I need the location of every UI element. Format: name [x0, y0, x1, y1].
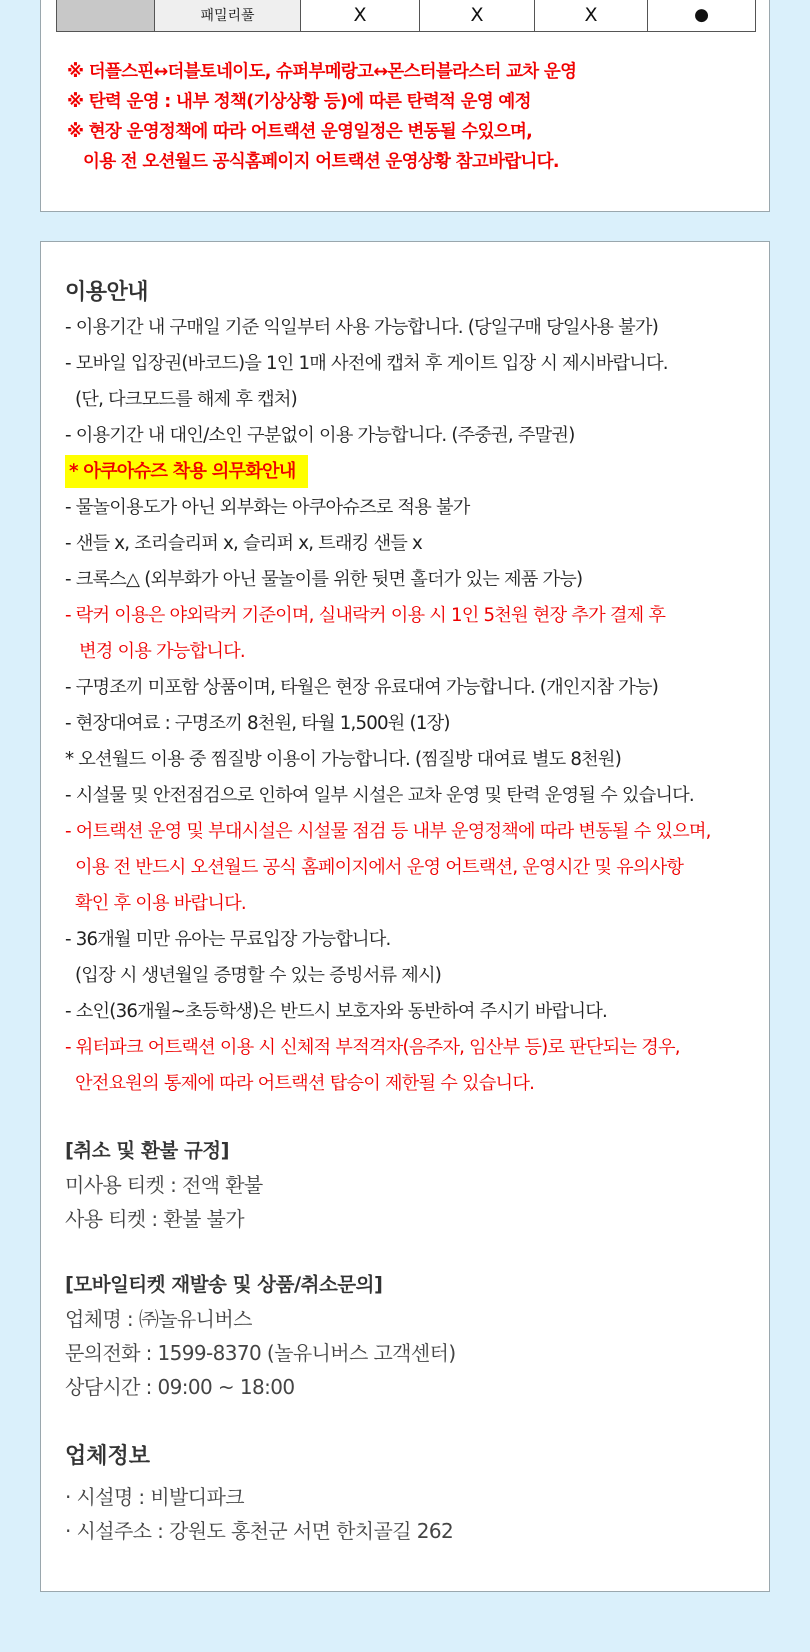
- usage-line: - 소인(36개월~초등학생)은 반드시 보호자와 동반하여 주시기 바랍니다.: [65, 1001, 607, 1022]
- usage-line-alert: - 어트랙션 운영 및 부대시설은 시설물 점검 등 내부 운영정책에 따라 변동될 수 있으며,: [65, 821, 711, 842]
- attraction-schedule-card: [40, 0, 770, 212]
- contact-title: [모바일티켓 재발송 및 상품/취소문의]: [65, 1273, 383, 1296]
- usage-line: (단, 다크모드를 해제 후 캡처): [75, 389, 297, 410]
- usage-line: - 샌들 x, 조리슬리퍼 x, 슬리퍼 x, 트래킹 샌들 x: [65, 533, 422, 554]
- note-schedule-change: ※ 현장 운영정책에 따라 어트랙션 운영일정은 변동될 수있으며,: [67, 122, 533, 142]
- usage-line: - 이용기간 내 대인/소인 구분없이 이용 가능합니다. (주중권, 주말권): [65, 425, 575, 446]
- aqua-shoes-highlight: * 아쿠아슈즈 착용 의무화안내: [65, 455, 308, 488]
- aqua-shoes-notice: [65, 454, 755, 490]
- usage-line-alert: 변경 이용 가능합니다.: [79, 641, 245, 662]
- notes-list: [67, 57, 757, 177]
- contact-company: 업체명 : ㈜놀유니버스: [65, 1307, 252, 1331]
- usage-line: - 36개월 미만 유아는 무료입장 가능합니다.: [65, 929, 391, 950]
- usage-line: - 시설물 및 안전점검으로 인하여 일부 시설은 교차 운영 및 탄력 운영될 수 있습니다.: [65, 785, 694, 806]
- refund-used: 사용 티켓 : 환불 불가: [65, 1207, 244, 1231]
- usage-line: - 크록스△ (외부화가 아닌 물놀이를 위한 뒷면 홀더가 있는 제품 가능): [65, 569, 583, 590]
- usage-line: - 현장대여료 : 구명조끼 8천원, 타월 1,500원 (1장): [65, 713, 450, 734]
- table-row: [56, 0, 756, 32]
- usage-line-alert: 이용 전 반드시 오션월드 공식 홈페이지에서 운영 어트랙션, 운영시간 및 유의사항: [75, 857, 684, 878]
- usage-line-alert: 안전요원의 통제에 따라 어트랙션 탑승이 제한될 수 있습니다.: [75, 1073, 535, 1094]
- refund-unused: 미사용 티켓 : 전액 환불: [65, 1173, 263, 1197]
- company-info-title: 업체정보: [65, 1444, 151, 1469]
- table-cell-blank: [57, 0, 154, 31]
- spacer: [65, 1102, 755, 1134]
- usage-line: - 물놀이용도가 아닌 외부화는 아쿠아슈즈로 적용 불가: [65, 497, 470, 518]
- usage-line-alert: - 워터파크 어트랙션 이용 시 신체적 부적격자(음주자, 임산부 등)로 판단되는 경우,: [65, 1037, 680, 1058]
- spacer: [65, 1404, 755, 1436]
- contact-hours: 상담시간 : 09:00 ~ 18:00: [65, 1375, 295, 1399]
- spacer: [65, 1236, 755, 1268]
- usage-line: - 모바일 입장권(바코드)을 1인 1매 사전에 캡처 후 게이트 입장 시 제시바랍니다.: [65, 353, 668, 374]
- contact-phone: 문의전화 : 1599-8370 (놀유니버스 고객센터): [65, 1341, 456, 1365]
- table-cell: X: [534, 0, 647, 31]
- table-cell: X: [419, 0, 534, 31]
- table-cell: ●: [647, 0, 755, 31]
- usage-line: - 이용기간 내 구매일 기준 익일부터 사용 가능합니다. (당일구매 당일사용 불가): [65, 317, 658, 338]
- note-schedule-change-cont: 이용 전 오션월드 공식홈페이지 어트랙션 운영상황 참고바랍니다.: [83, 152, 559, 172]
- usage-line: * 오션월드 이용 중 찜질방 이용이 가능합니다. (찜질방 대여료 별도 8천원): [65, 749, 621, 770]
- usage-title: 이용안내: [65, 280, 149, 305]
- usage-line: - 구명조끼 미포함 상품이며, 타월은 현장 유료대여 가능합니다. (개인지참 가능): [65, 677, 658, 698]
- usage-line: (입장 시 생년월일 증명할 수 있는 증빙서류 제시): [75, 965, 442, 986]
- facility-name: · 시설명 : 비발디파크: [65, 1485, 244, 1509]
- table-cell-pool-name: 패밀리풀: [154, 0, 300, 31]
- usage-info-card: [40, 241, 770, 1592]
- note-cross-operation: ※ 더플스핀↔더블토네이도, 슈퍼부메랑고↔몬스터블라스터 교차 운영: [67, 62, 577, 82]
- usage-line-alert: - 락커 이용은 야외락커 기준이며, 실내락커 이용 시 1인 5천원 현장 추가 결제 후: [65, 605, 666, 626]
- table-cell: X: [300, 0, 419, 31]
- refund-title: [취소 및 환불 규정]: [65, 1139, 230, 1162]
- facility-address: · 시설주소 : 강원도 홍천군 서면 한치골길 262: [65, 1519, 454, 1543]
- note-flexible-operation: ※ 탄력 운영 : 내부 정책(기상상황 등)에 따른 탄력적 운영 예정: [67, 92, 531, 112]
- usage-line-alert: 확인 후 이용 바랍니다.: [75, 893, 246, 914]
